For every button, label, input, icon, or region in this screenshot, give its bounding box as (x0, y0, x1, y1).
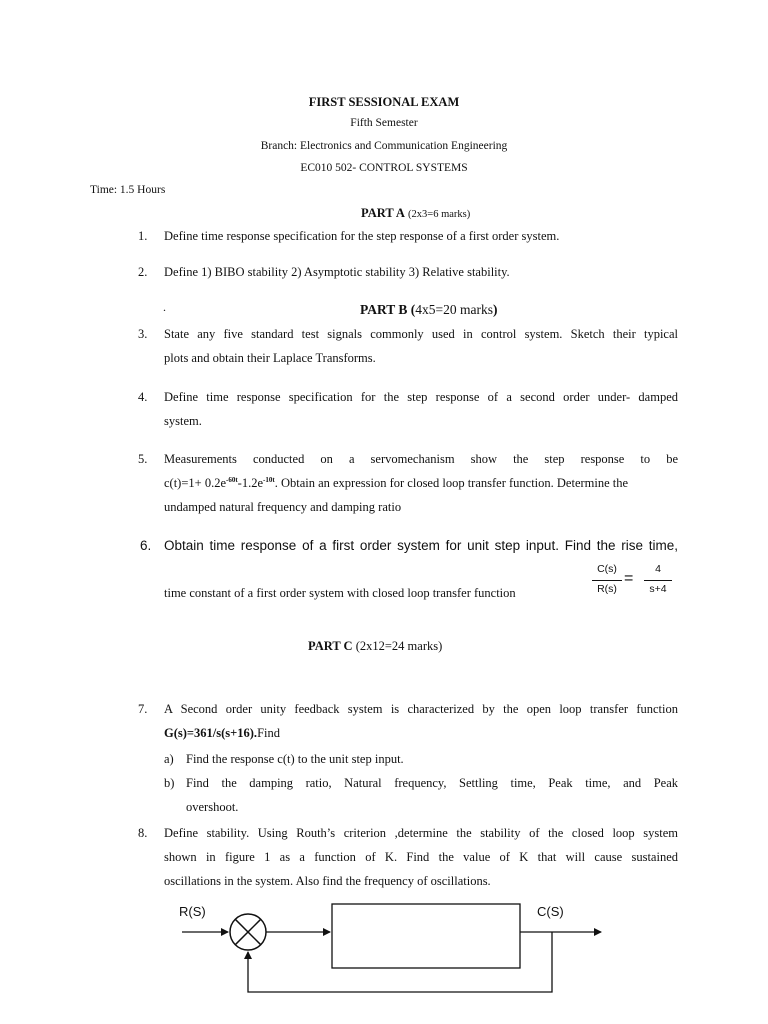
question-text: Define 1) BIBO stability 2) Asymptotic stability 3) Relative stability. (164, 265, 510, 279)
question-6-line-1 (164, 538, 678, 553)
plant-block (332, 904, 520, 968)
question-7 (138, 697, 678, 745)
expr-part: -1.2e (237, 476, 264, 490)
part-b-label: PART B (360, 302, 408, 317)
question-text-line: Measurements conducted on a servomechanism show the step response to be (164, 452, 678, 466)
question-text-rest: Find (257, 726, 280, 740)
course-line: EC010 502- CONTROL SYSTEMS (300, 162, 468, 174)
question-text-line: plots and obtain their Laplace Transforms. (164, 351, 376, 365)
question-text-line: State any five standard test signals commonly used in control system. Sketch their typical (164, 327, 678, 341)
question-number: 4. (138, 390, 148, 404)
question-8 (138, 821, 678, 893)
frac-rhs-denominator: s+4 (649, 583, 667, 595)
question-text-line-with-exponents (164, 471, 678, 495)
question-text: Define time response specification for the step response of a first order system. (164, 229, 560, 243)
feedback-block-diagram (0, 895, 768, 1005)
frac-rhs-bar (644, 580, 672, 581)
question-1 (138, 224, 678, 248)
question-text-line: shown in figure 1 as a function of K. Find the value of K that will cause sustained (164, 850, 678, 864)
question-6-line-2: time constant of a first order system with closed loop transfer function (164, 586, 516, 600)
question-3 (138, 322, 678, 370)
part-a-marks: (2x3=6 marks) (408, 209, 471, 220)
part-c-label: PART C (308, 639, 353, 653)
part-b-paren-close: ) (493, 302, 498, 317)
question-number: 1. (138, 229, 148, 243)
input-label: R(S) (179, 904, 206, 919)
feedback-path (248, 932, 552, 992)
question-number: 8. (138, 826, 148, 840)
expr-part: . Obtain an expression for closed loop transfer function. Determine the (274, 476, 629, 490)
part-c-marks: (2x12=24 marks) (355, 639, 443, 653)
question-number: 7. (138, 702, 148, 716)
stray-dot: . (163, 300, 166, 314)
exponent: -10t (263, 475, 275, 484)
exponent: -60t (226, 475, 238, 484)
semester-line: Fifth Semester (350, 117, 418, 129)
question-text-line: Define time response specification for the step response of a second order under- damped (164, 390, 678, 404)
question-2 (138, 260, 678, 284)
question-number: 5. (138, 452, 148, 466)
part-b-marks: 4x5=20 marks (415, 302, 494, 317)
part-a-label: PART A (361, 206, 405, 220)
subitem-text: Find the response c(t) to the unit step input. (186, 752, 404, 766)
question-number: 2. (138, 265, 148, 279)
question-text-line: Obtain time response of a first order system for unit step input. Find the rise time, (164, 538, 678, 553)
frac-lhs-bar (592, 580, 622, 581)
question-text-line (164, 721, 678, 745)
frac-rhs-numerator: 4 (655, 563, 661, 575)
branch-line: Branch: Electronics and Communication Engineering (260, 140, 508, 152)
frac-equals: = (624, 570, 634, 587)
question-text-line: undamped natural frequency and damping ratio (164, 500, 402, 514)
question-text-line: Define stability. Using Routh’s criterion ,determine the stability of the closed loop system (164, 826, 678, 840)
subitem-text: Find the damping ratio, Natural frequency, Settling time, Peak time, and Peak (186, 776, 678, 790)
expr-part: c(t)=1+ 0.2e (164, 476, 226, 490)
summing-junction (230, 914, 266, 950)
question-text-line: A Second order unity feedback system is characterized by the open loop transfer function (164, 702, 678, 716)
part-a-heading (361, 206, 470, 221)
question-7-subitem-a (164, 747, 678, 771)
part-c-heading (308, 639, 442, 654)
transfer-function: G(s)=361/s(s+16). (164, 726, 258, 740)
question-number: 3. (138, 327, 148, 341)
subitem-label: a) (164, 752, 174, 766)
subitem-text: overshoot. (186, 800, 239, 814)
part-b-paren-open: ( (410, 302, 416, 317)
question-text-line: system. (164, 414, 202, 428)
subitem-label: b) (164, 776, 175, 790)
question-7-subitem-b (164, 771, 678, 819)
part-b-heading (360, 302, 498, 318)
question-text-line: oscillations in the system. Also find the frequency of oscillations. (164, 874, 491, 888)
frac-lhs-denominator: R(s) (597, 583, 617, 595)
time-line: Time: 1.5 Hours (90, 184, 166, 196)
frac-lhs-numerator: C(s) (597, 563, 617, 575)
question-number: 6. (140, 538, 152, 553)
output-label: C(S) (537, 904, 564, 919)
exam-title: FIRST SESSIONAL EXAM (308, 95, 460, 109)
question-5 (138, 447, 678, 519)
question-4 (138, 385, 678, 433)
